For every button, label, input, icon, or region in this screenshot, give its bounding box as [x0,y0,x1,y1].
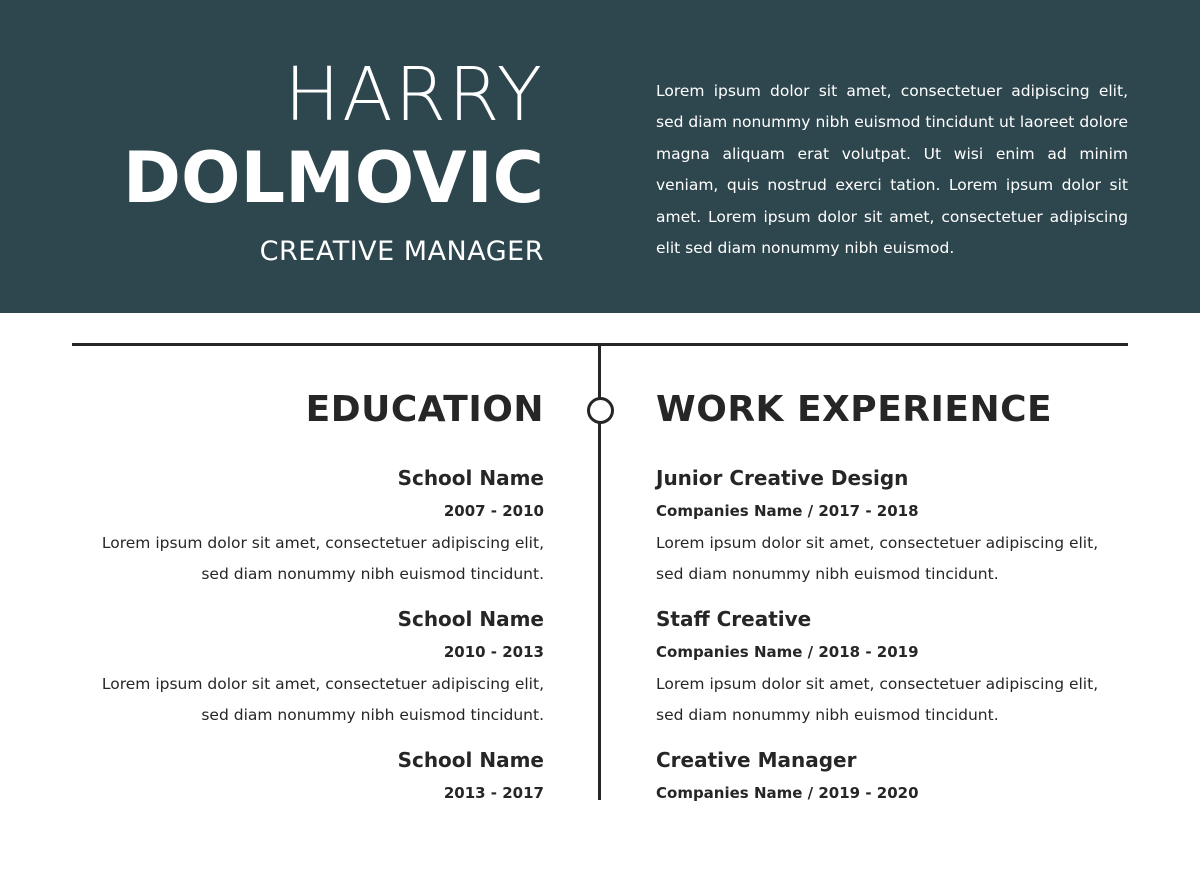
education-entry [44,744,544,885]
education-years: 2013 - 2017 [443,784,544,802]
education-list [44,462,544,885]
job-role: Junior Creative Design [656,466,909,490]
job-role: Staff Creative [656,607,812,631]
work-description: sed diam nonummy nibh euismod tincidunt. [656,565,999,583]
education-description: sed diam nonummy nibh euismod tincidunt. [201,565,544,583]
work-entry [656,744,1156,885]
company-and-years: Companies Name / 2019 - 2020 [656,784,919,802]
work-description: sed diam nonummy nibh euismod tincidunt. [656,706,999,724]
last-name: DOLMOVIC [122,137,544,219]
education-years: 2007 - 2010 [443,502,544,520]
timeline-circle-icon [587,397,614,424]
education-years: 2010 - 2013 [443,643,544,661]
work-description: Lorem ipsum dolor sit amet, consectetuer adipiscing elit, [656,675,1099,693]
work-description: Lorem ipsum dolor sit amet, consectetuer adipiscing elit, [656,534,1099,552]
first-name: HARRY [284,52,544,138]
work-experience-heading: WORK EXPERIENCE [656,389,1053,430]
work-entry [656,603,1156,744]
header-banner [0,0,1200,313]
school-name: School Name [397,748,544,772]
education-description: sed diam nonummy nibh euismod tincidunt. [201,706,544,724]
education-description: Lorem ipsum dolor sit amet, consectetuer adipiscing elit, [101,534,544,552]
company-and-years: Companies Name / 2017 - 2018 [656,502,919,520]
company-and-years: Companies Name / 2018 - 2019 [656,643,919,661]
education-description: Lorem ipsum dolor sit amet, consectetuer adipiscing elit, [101,675,544,693]
school-name: School Name [397,607,544,631]
education-entry [44,462,544,603]
education-heading: EDUCATION [305,389,544,430]
job-role: Creative Manager [656,748,857,772]
work-experience-list [656,462,1156,885]
school-name: School Name [397,466,544,490]
education-entry [44,603,544,744]
job-title: CREATIVE MANAGER [259,236,544,267]
work-entry [656,462,1156,603]
intro-paragraph: Lorem ipsum dolor sit amet, consectetuer adipiscing elit, sed diam nonummy nibh euismod tincidunt ut laoreet dolore magna aliquam erat volutpat. Ut wisi enim ad minim veniam, quis nostrud exerci tation. Lorem ipsum dolor sit amet. Lorem ipsum dolor sit amet, consectetuer adipiscing elit sed diam nonummy nibh euismod. [656,82,1128,258]
